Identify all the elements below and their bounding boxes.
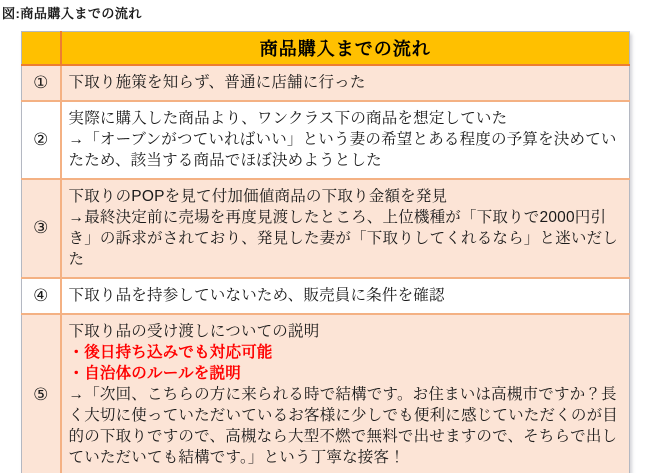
table-row-step-2 <box>22 101 630 179</box>
purchase-flow-table <box>21 31 630 473</box>
step-description-2 <box>61 101 630 179</box>
table-header-row <box>22 32 630 65</box>
text-line: 下取り施策を知らず、普通に店舗に行った <box>68 73 366 91</box>
text-line: →最終決定前に売場を再度見渡したところ、上位機種が「下取りで2000円引き」の訴求がされており、発見した妻が「下取りしてくれるなら」と迷いだした <box>68 208 619 268</box>
step-description-5 <box>61 314 630 473</box>
table-row-step-4 <box>22 278 630 314</box>
step-number-5: ⑤ <box>22 314 61 473</box>
step-number-4: ④ <box>22 278 61 314</box>
step-number-1: ① <box>22 65 61 101</box>
text-line: →「次回、こちらの方に来られる時で結構です。お住まいは高槻市ですか？長く大切に使っていただいているお客様に少しでも便利に感じていただくのが目的の下取りですので、高槻なら大型不燃で無料で出せますので、そちらで出していただいても結構です。」という丁寧な接客！ <box>68 385 619 466</box>
highlight-line: ・後日持ち込みでも対応可能 <box>68 343 273 361</box>
step-number-3: ③ <box>22 179 61 278</box>
text-line: 下取り品を持参していないため、販売員に条件を確認 <box>68 286 445 304</box>
table-row-step-5 <box>22 314 630 473</box>
header-empty-cell <box>22 32 61 65</box>
text-line: 下取りのPOPを見て付加価値商品の下取り金額を発見 <box>68 187 448 205</box>
text-line: 下取り品の受け渡しについての説明 <box>68 322 320 340</box>
text-line: →「オーブンがつていればいい」という妻の希望とある程度の予算を決めていたため、該当する商品でほぼ決めようとした <box>68 130 617 169</box>
step-number-2: ② <box>22 101 61 179</box>
highlight-line: ・自治体のルールを説明 <box>68 364 241 382</box>
text-line: 実際に購入した商品より、ワンクラス下の商品を想定していた <box>68 109 508 127</box>
table-row-step-3 <box>22 179 630 278</box>
step-description-4 <box>61 278 630 314</box>
step-description-1 <box>61 65 630 101</box>
figure-caption: 図:商品購入までの流れ <box>2 6 142 21</box>
step-description-3 <box>61 179 630 278</box>
table-row-step-1 <box>22 65 630 101</box>
table-title: 商品購入までの流れ <box>61 32 630 65</box>
